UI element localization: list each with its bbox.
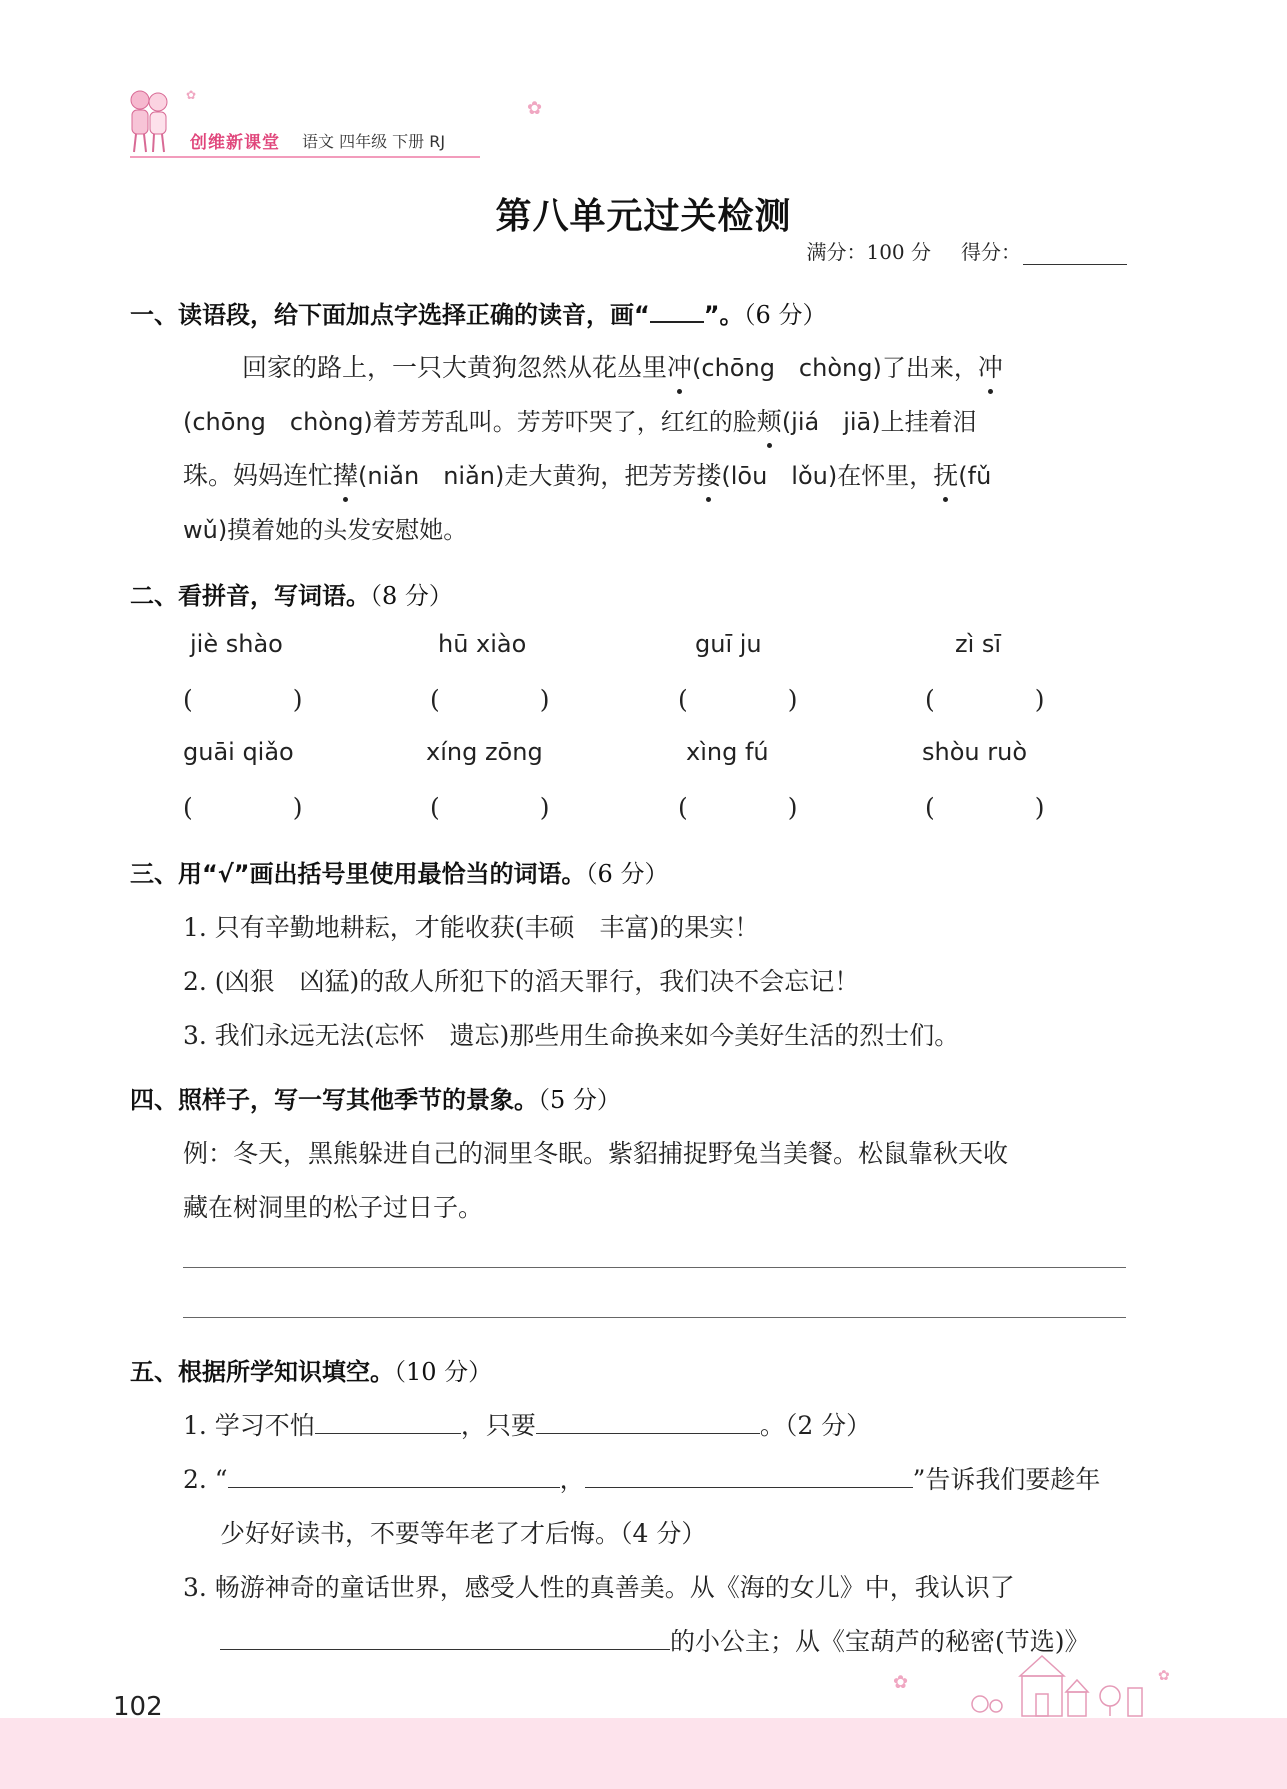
page-number: 102 — [113, 1692, 163, 1722]
answer-line[interactable] — [183, 1267, 1126, 1268]
section-1-heading: 一、读语段，给下面加点字选择正确的读音，画“ ”。（6 分） — [130, 295, 826, 330]
question-item: 1. 只有辛勤地耕耘，才能收获(丰硕 丰富)的果实！ — [183, 913, 760, 942]
fill-blank[interactable] — [585, 1461, 913, 1488]
pinyin: jiè shào — [190, 630, 283, 658]
answer-bracket[interactable]: ( ) — [678, 793, 798, 822]
example-line-2: 藏在树洞里的松子过日子。 — [183, 1193, 484, 1222]
section-5-heading: 五、根据所学知识填空。（10 分） — [130, 1358, 493, 1386]
flower-icon: ✿ — [893, 1672, 909, 1693]
pinyin: zì sī — [955, 630, 1002, 658]
brand-name: 创维新课堂 — [190, 133, 280, 153]
fill-question-2: 2. “ ， ”告诉我们要趁年 — [183, 1460, 1100, 1496]
dotted-char: 冲 — [667, 348, 692, 384]
score-line — [806, 236, 1127, 265]
pinyin: guāi qiǎo — [183, 738, 294, 766]
header-rule — [130, 156, 480, 158]
score-label: 得分： — [961, 240, 1021, 264]
flower-icon: ✿ — [186, 88, 197, 102]
paragraph-line-1: 回家的路上，一只大黄狗忽然从花丛里冲(chōng chòng)了出来，冲 — [242, 348, 1003, 384]
answer-bracket[interactable]: ( ) — [678, 685, 798, 714]
fill-question-2-cont: 少好好读书，不要等年老了才后悔。（4 分） — [220, 1519, 707, 1548]
section-4-heading: 四、照样子，写一写其他季节的景象。（5 分） — [130, 1086, 621, 1114]
children-logo-icon — [126, 86, 172, 156]
pinyin: guī ju — [695, 630, 762, 658]
answer-bracket[interactable]: ( ) — [430, 685, 550, 714]
answer-bracket[interactable]: ( ) — [925, 793, 1045, 822]
dotted-char: 抚 — [933, 456, 958, 492]
dotted-char: 冲 — [978, 348, 1003, 384]
question-item: 2. (凶狠 凶猛)的敌人所犯下的滔天罪行，我们决不会忘记！ — [183, 967, 860, 996]
paragraph-line-2: (chōng chòng)着芳芳乱叫。芳芳吓哭了，红红的脸颊(jiá jiā)上挂着泪 — [183, 402, 977, 438]
paragraph-line-3: 珠。妈妈连忙撵(niǎn niǎn)走大黄狗，把芳芳搂(lōu lǒu)在怀里，抚(fǔ — [183, 456, 991, 492]
answer-bracket[interactable]: ( ) — [183, 793, 303, 822]
pinyin: shòu ruò — [922, 738, 1027, 766]
pinyin: hū xiào — [438, 630, 527, 658]
answer-bracket[interactable]: ( ) — [925, 685, 1045, 714]
footer-band — [0, 1718, 1287, 1789]
pinyin: xíng zōng — [426, 738, 543, 766]
question-item: 3. 我们永远无法(忘怀 遗忘)那些用生命换来如今美好生活的烈士们。 — [183, 1021, 960, 1050]
paragraph-line-4: wǔ)摸着她的头发安慰她。 — [183, 516, 468, 544]
fill-blank[interactable] — [220, 1623, 670, 1650]
example-line-1: 例：冬天，黑熊躲进自己的洞里冬眠。紫貂捕捉野兔当美餐。松鼠靠秋天收 — [183, 1139, 1009, 1168]
flower-icon: ✿ — [527, 98, 543, 119]
fill-blank[interactable] — [228, 1461, 560, 1488]
page-title: 第八单元过关检测 — [495, 196, 792, 237]
section-2-heading: 二、看拼音，写词语。（8 分） — [130, 582, 453, 610]
castle-decoration-icon — [940, 1652, 1160, 1718]
section-3-heading: 三、用“√”画出括号里使用最恰当的词语。（6 分） — [130, 860, 669, 888]
score-blank — [1023, 238, 1127, 265]
dotted-char: 颊 — [757, 402, 782, 438]
answer-bracket[interactable]: ( ) — [430, 793, 550, 822]
answer-line[interactable] — [183, 1317, 1126, 1318]
pinyin: xìng fú — [686, 738, 769, 766]
fill-blank[interactable] — [315, 1407, 461, 1434]
answer-underline-sample — [650, 297, 704, 323]
fill-blank[interactable] — [536, 1407, 760, 1434]
book-series: 语文 四年级 下册 RJ — [302, 132, 446, 151]
fill-question-3-cont: 的小公主；从《宝葫芦的秘密(节选)》 — [220, 1622, 1090, 1658]
flower-icon: ✿ — [1158, 1668, 1170, 1684]
dotted-char: 撵 — [333, 456, 358, 492]
fill-question-3: 3. 畅游神奇的童话世界，感受人性的真善美。从《海的女儿》中，我认识了 — [183, 1573, 1015, 1602]
fill-question-1: 1. 学习不怕 ，只要 。（2 分） — [183, 1406, 871, 1442]
dotted-char: 搂 — [696, 456, 721, 492]
answer-bracket[interactable]: ( ) — [183, 685, 303, 714]
full-score: 满分：100 分 — [806, 240, 931, 264]
